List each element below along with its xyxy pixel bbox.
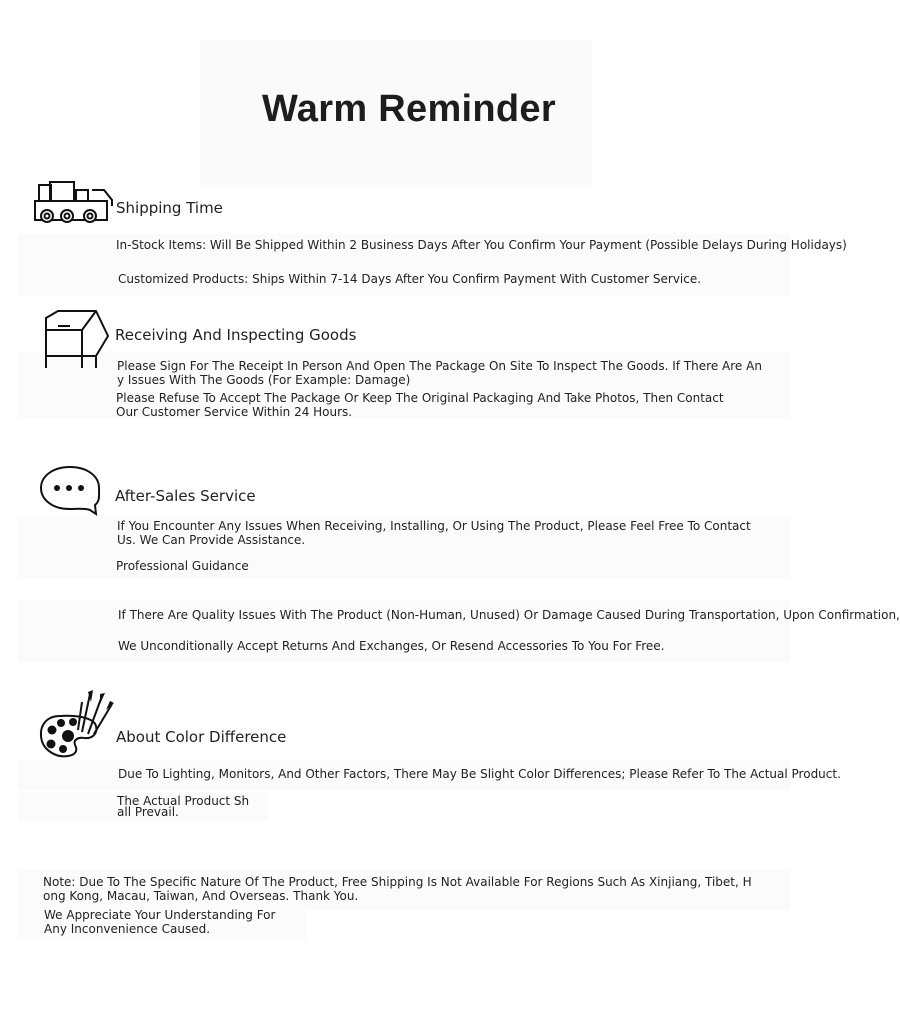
receiving-line-1: Please Sign For The Receipt In Person And Open The Package On Site To Inspect The Goods. If There Are Any Issues With The Goods (For Example: Damage) bbox=[117, 359, 762, 387]
truck-icon bbox=[32, 180, 118, 228]
chat-bubble-icon bbox=[38, 464, 102, 516]
after-sales-heading: After-Sales Service bbox=[115, 487, 256, 505]
receiving-line-2: Please Refuse To Accept The Package Or Keep The Original Packaging And Take Photos, Then Contact Our Customer Service Within 24 Hours. bbox=[116, 391, 724, 419]
color-line-1: Due To Lighting, Monitors, And Other Factors, There May Be Slight Color Differences; Please Refer To The Actual Product. bbox=[118, 767, 841, 781]
note-line-2: We Appreciate Your Understanding For bbox=[44, 908, 276, 922]
paint-palette-icon bbox=[38, 688, 116, 760]
after-sales-line-1: If You Encounter Any Issues When Receiving, Installing, Or Using The Product, Please Feel Free To Contact Us. We Can Provide Assistance. bbox=[117, 519, 751, 547]
receiving-heading: Receiving And Inspecting Goods bbox=[115, 326, 357, 344]
shipping-line-2: Customized Products: Ships Within 7-14 Days After You Confirm Payment With Customer Service. bbox=[118, 272, 702, 286]
after-sales-line-3: If There Are Quality Issues With The Product (Non-Human, Unused) Or Damage Caused During Transportation, Upon Confirmation, bbox=[118, 608, 900, 622]
note-line-1: Note: Due To The Specific Nature Of The Product, Free Shipping Is Not Available For Regions Such As Xinjiang, Tibet, Hong Kong, Macau, Taiwan, And Overseas. Thank You. bbox=[43, 875, 752, 903]
shipping-heading: Shipping Time bbox=[116, 199, 223, 217]
package-box-icon bbox=[38, 308, 112, 380]
color-line-3: all Prevail. bbox=[117, 805, 179, 819]
color-heading: About Color Difference bbox=[116, 728, 287, 746]
after-sales-line-4: We Unconditionally Accept Returns And Exchanges, Or Resend Accessories To You For Free. bbox=[118, 639, 665, 653]
page-title: Warm Reminder bbox=[262, 88, 556, 130]
color-line-2: The Actual Product Sh bbox=[117, 794, 250, 808]
note-line-3: Any Inconvenience Caused. bbox=[44, 922, 211, 936]
shipping-line-1: In-Stock Items: Will Be Shipped Within 2 Business Days After You Confirm Your Payment (Possible Delays During Holidays) bbox=[116, 238, 847, 252]
after-sales-line-2: Professional Guidance bbox=[116, 559, 249, 573]
